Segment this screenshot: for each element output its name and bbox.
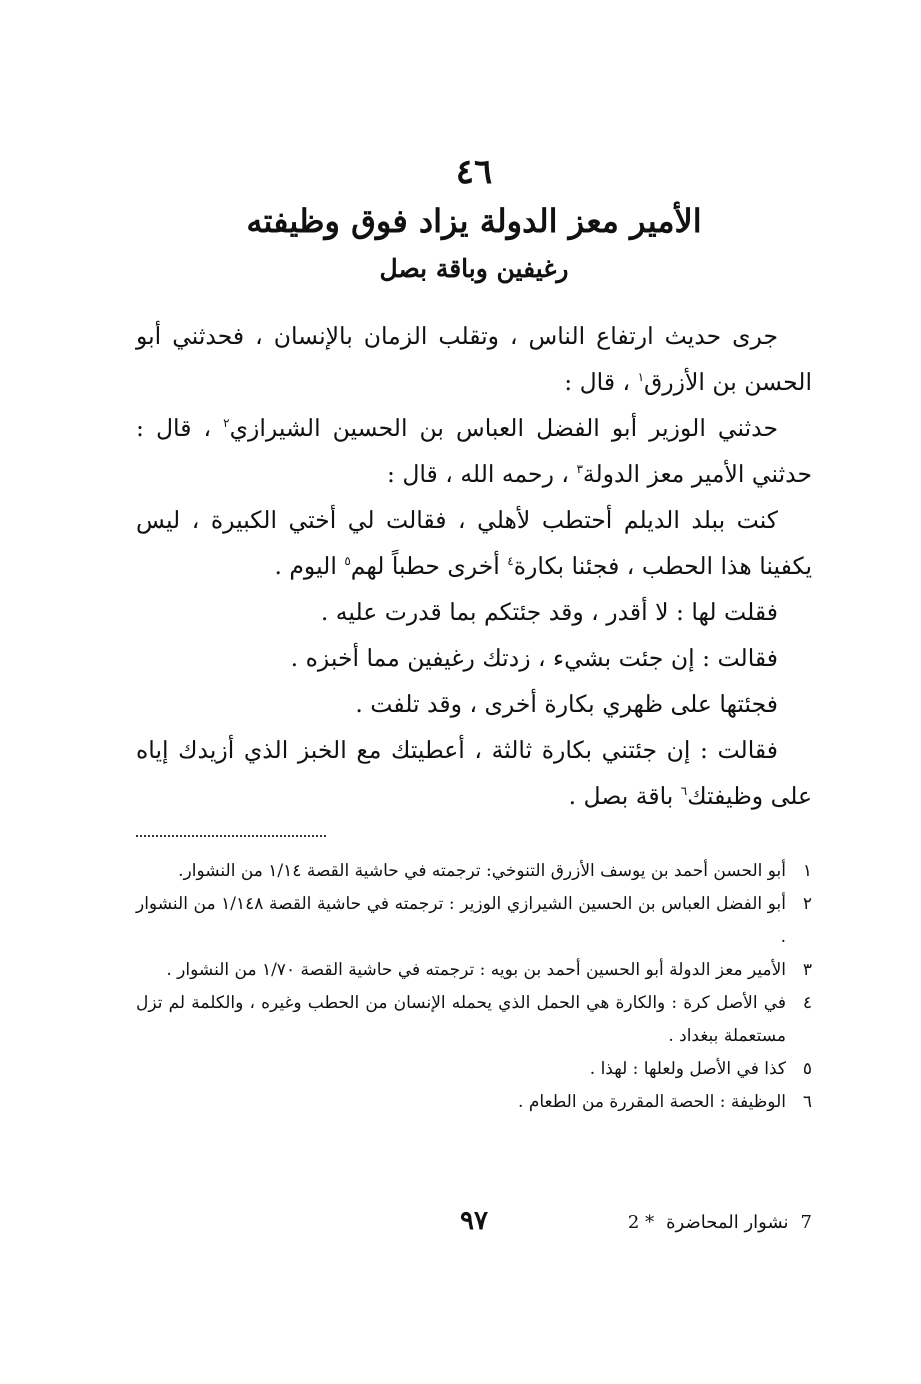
story-subtitle: رغيفين وباقة بصل <box>379 254 569 283</box>
footnote-ref: ٤ <box>507 554 514 569</box>
footnote-4: ٤ في الأصل كرة : والكارة هي الحمل الذي يحمله الإنسان من الحطب وغيره ، والكلمة لم تزل مستعملة ببغداد . <box>136 993 812 1046</box>
story-title: الأمير معز الدولة يزاد فوق وظيفته <box>246 202 702 240</box>
footnote-1: ١ أبو الحسن أحمد بن يوسف الأزرق التنوخي: ترجمته في حاشية القصة ١/١٤ من النشوار. <box>178 861 812 881</box>
paragraph-4: فقلت لها : لا أقدر ، وقد جئتكم بما قدرت عليه . <box>320 598 778 626</box>
signature-number: 7 <box>800 1212 812 1233</box>
page-footer <box>136 1208 812 1248</box>
footnote-3: ٣ الأمير معز الدولة أبو الحسين أحمد بن بويه : ترجمته في حاشية القصة ١/٧٠ من النشوار . <box>166 960 812 980</box>
paragraph-7: فقالت : إن جئتني بكارة ثالثة ، أعطيتك مع الخبز الذي أزيدك إياه على وظيفتك$^٦$ باقة بصل . <box>136 736 812 810</box>
paragraph-1: جرى حديث ارتفاع الناس ، وتقلب الزمان بالإنسان ، فحدثني أبو الحسن بن الأزرق$^١$ ، قال : <box>136 322 812 396</box>
paragraph-3: كنت ببلد الديلم أحتطب لأهلي ، فقالت لي أختي الكبيرة ، ليس يكفينا هذا الحطب ، فجئنا بكارة$^٤$ أخرى حطباً لهم$^٥$ اليوم . <box>136 506 812 580</box>
page-number: ٩٧ <box>460 1206 488 1236</box>
footnote-5: ٥ كذا في الأصل ولعلها : لهذا . <box>589 1059 812 1079</box>
footnote-divider <box>136 835 326 837</box>
footnote-ref: ٦ <box>680 784 688 799</box>
footnotes <box>136 855 812 1119</box>
footnote-ref: ٣ <box>576 462 583 477</box>
book-page <box>136 140 812 1250</box>
story-body <box>136 313 812 819</box>
paragraph-5: فقالت : إن جئت بشيء ، زدتك رغيفين مما أخبزه . <box>290 644 778 672</box>
footnote-ref: ٥ <box>344 554 351 569</box>
signature-mark: * 2 <box>627 1212 655 1233</box>
footnote-6: ٦ الوظيفة : الحصة المقررة من الطعام . <box>518 1092 812 1112</box>
footnote-2: ٢ أبو الفضل العباس بن الحسين الشيرازي الوزير : ترجمته في حاشية القصة ١/١٤٨ من النشوار . <box>136 894 812 947</box>
paragraph-6: فجئتها على ظهري بكارة أخرى ، وقد تلفت . <box>355 690 778 718</box>
footnote-ref: ١ <box>637 370 645 385</box>
footnote-ref: ٢ <box>223 416 230 431</box>
paragraph-2: حدثني الوزير أبو الفضل العباس بن الحسين الشيرازي$^٢$ ، قال : حدثني الأمير معز الدولة$^٣$ ، رحمه الله ، قال : <box>136 414 812 488</box>
story-number: ٤٦ <box>455 152 493 192</box>
signature-title: نشوار المحاضرة <box>666 1212 789 1233</box>
